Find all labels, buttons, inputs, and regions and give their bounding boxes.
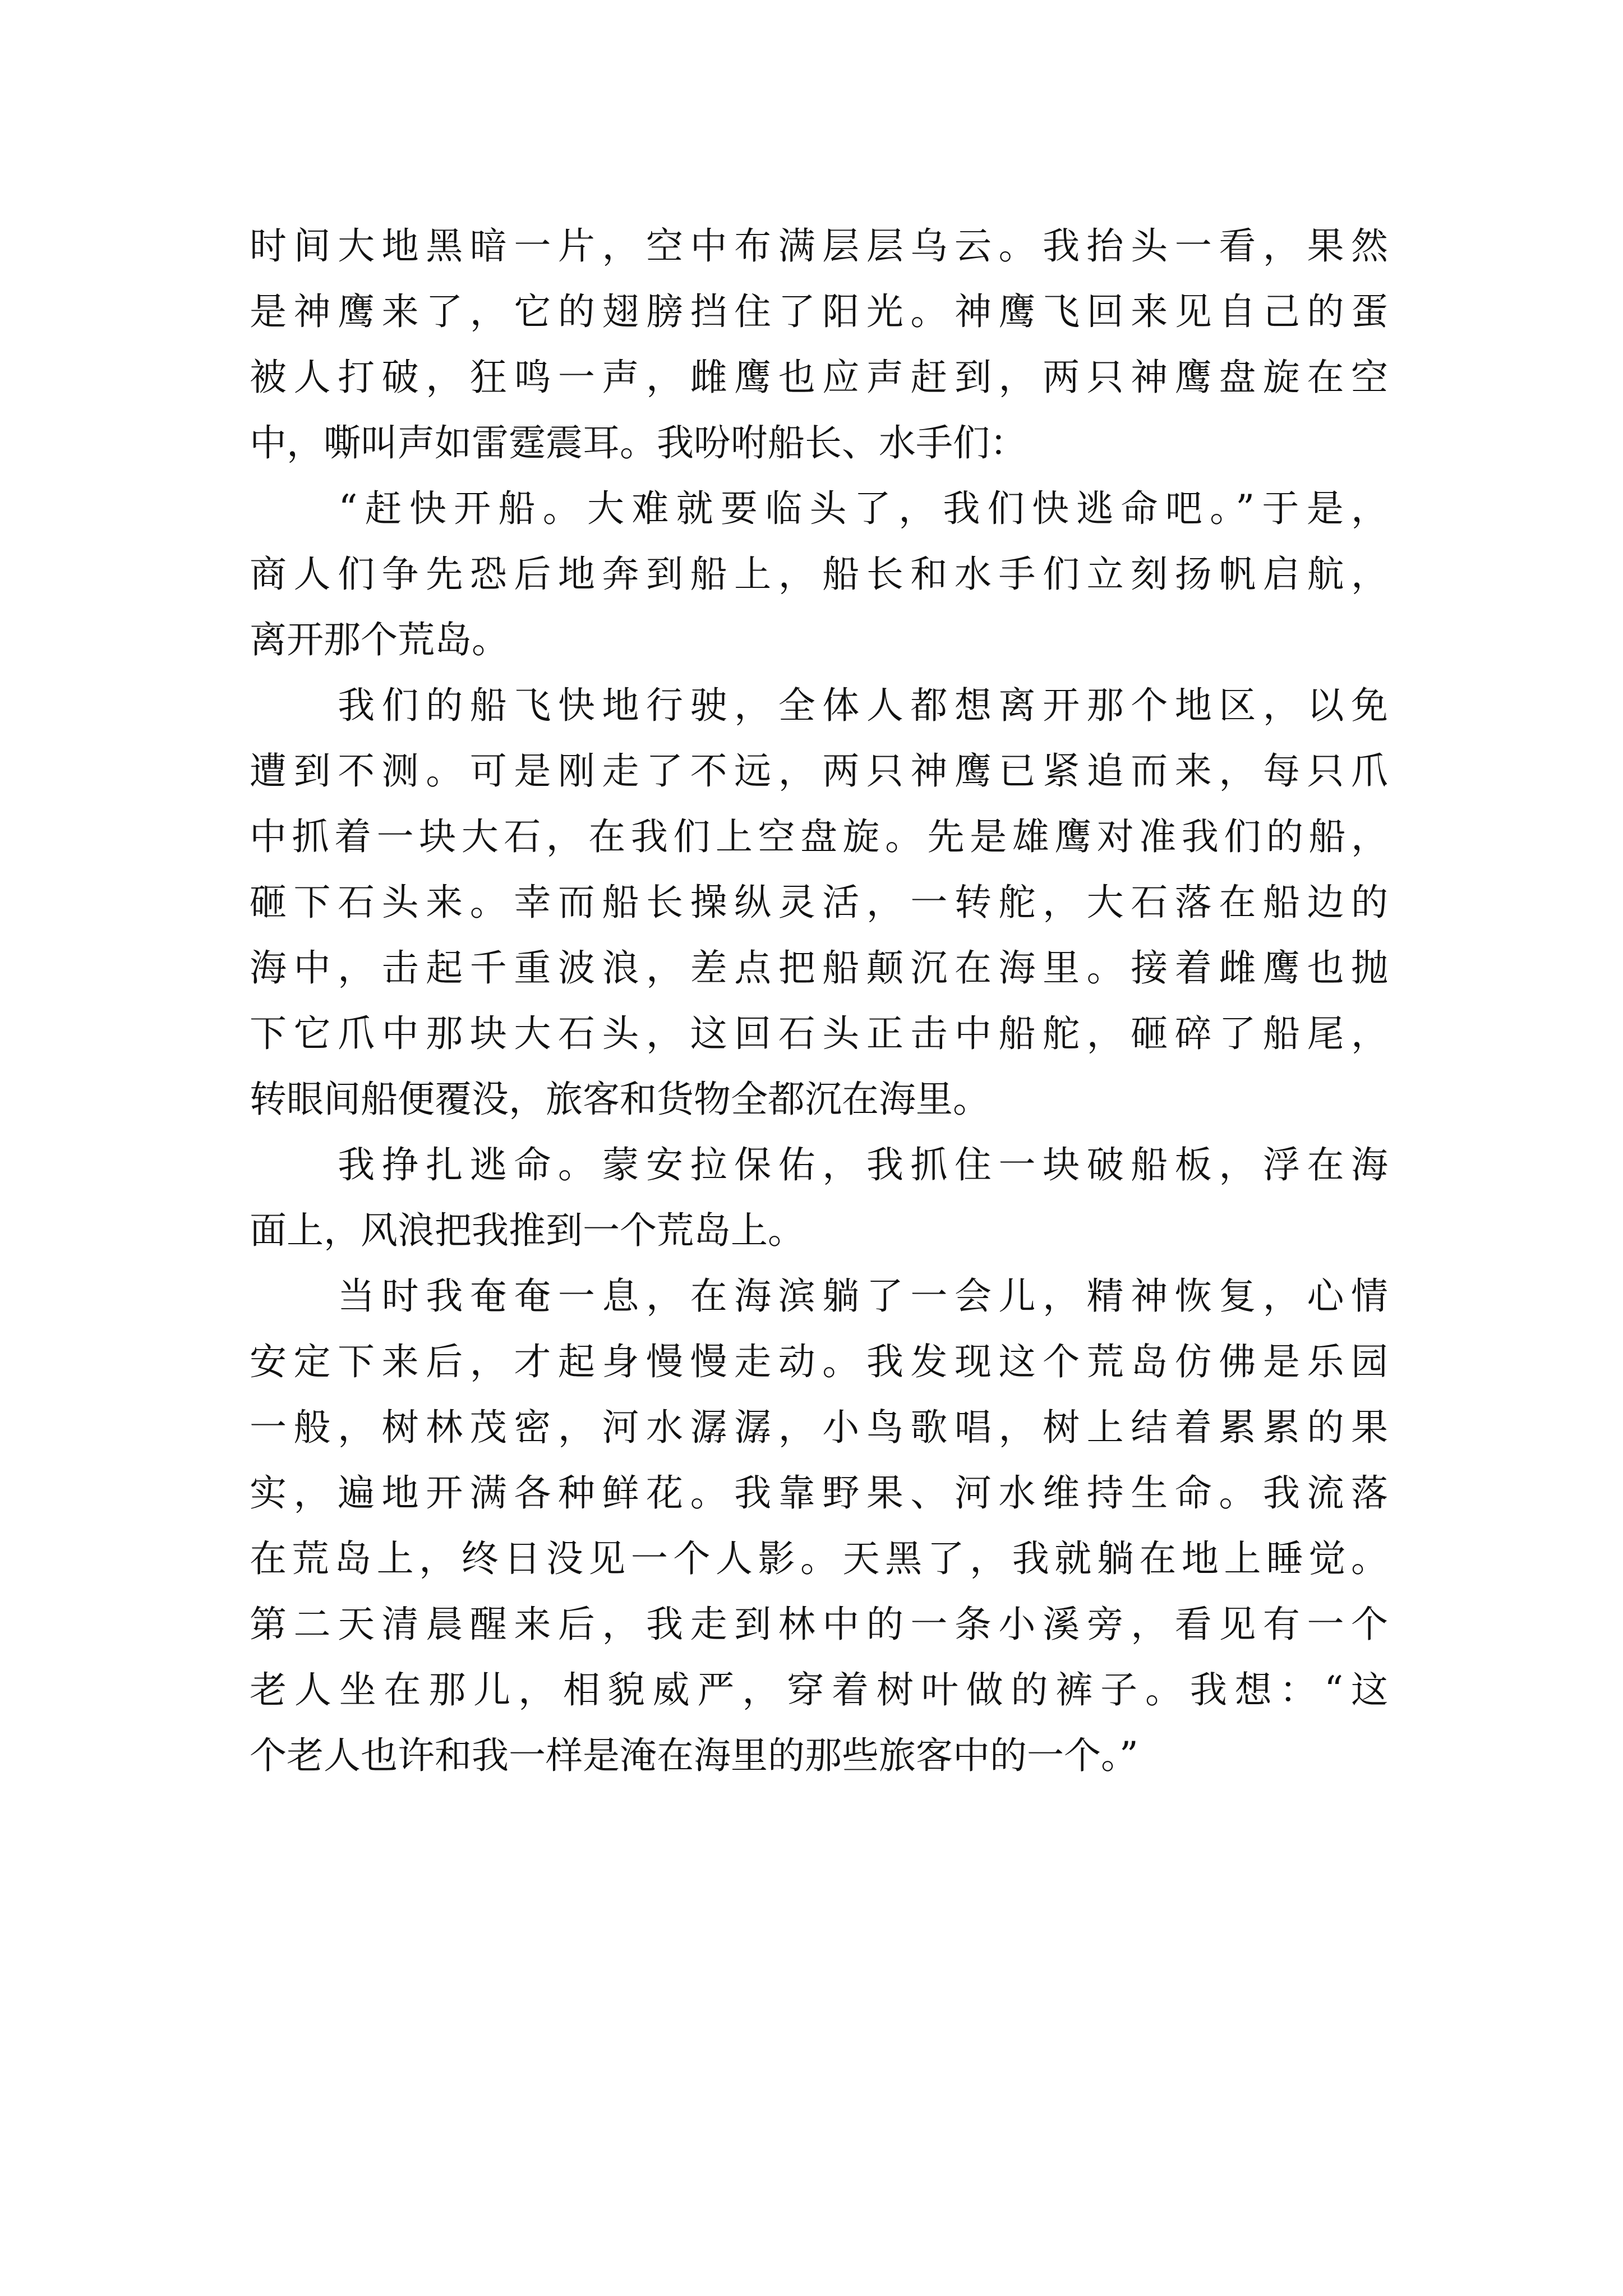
text-line: 个老人也许和我一样是淹在海里的那些旅客中的一个。” bbox=[250, 1734, 1138, 1777]
text-line: 中，嘶叫声如雷霆震耳。我吩咐船长、水手们： bbox=[250, 421, 1027, 464]
text-line: 是神鹰来了，它的翅膀挡住了阳光。神鹰飞回来见自己的蛋 bbox=[250, 290, 1388, 333]
text-line: 砸下石头来。幸而船长操纵灵活，一转舵，大石落在船边的 bbox=[250, 881, 1388, 924]
text-line: 转眼间船便覆没，旅客和货物全都沉在海里。 bbox=[250, 1078, 990, 1121]
text-line: 安定下来后，才起身慢慢走动。我发现这个荒岛仿佛是乐园 bbox=[250, 1340, 1388, 1383]
text-line: 遭到不测。可是刚走了不远，两只神鹰已紧追而来，每只爪 bbox=[250, 749, 1388, 793]
text-line: 被人打破，狂鸣一声，雌鹰也应声赶到，两只神鹰盘旋在空 bbox=[250, 356, 1388, 399]
text-line: 我们的船飞快地行驶，全体人都想离开那个地区，以免 bbox=[250, 684, 1388, 727]
text-line: 海中，击起千重波浪，差点把船颠沉在海里。接着雌鹰也抛 bbox=[250, 946, 1388, 990]
text-line: 离开那个荒岛。 bbox=[250, 618, 509, 661]
body-text bbox=[250, 213, 1388, 1788]
text-line: 老人坐在那儿，相貌威严，穿着树叶做的裤子。我想：“这 bbox=[250, 1668, 1388, 1711]
text-line: 在荒岛上，终日没见一个人影。天黑了，我就躺在地上睡觉。 bbox=[250, 1537, 1388, 1580]
text-line: 第二天清晨醒来后，我走到林中的一条小溪旁，看见有一个 bbox=[250, 1603, 1388, 1646]
text-line: 商人们争先恐后地奔到船上，船长和水手们立刻扬帆启航， bbox=[250, 553, 1388, 596]
text-line: 面上，风浪把我推到一个荒岛上。 bbox=[250, 1209, 805, 1252]
text-line: “赶快开船。大难就要临头了，我们快逃命吧。”于是， bbox=[250, 487, 1388, 530]
text-line: 当时我奄奄一息，在海滨躺了一会儿，精神恢复，心情 bbox=[250, 1274, 1388, 1318]
text-line: 实，遍地开满各种鲜花。我靠野果、河水维持生命。我流落 bbox=[250, 1471, 1388, 1515]
text-line: 我挣扎逃命。蒙安拉保佑，我抓住一块破船板，浮在海 bbox=[250, 1143, 1388, 1186]
text-line: 中抓着一块大石，在我们上空盘旋。先是雄鹰对准我们的船， bbox=[250, 815, 1388, 858]
text-line: 时间大地黑暗一片，空中布满层层乌云。我抬头一看，果然 bbox=[250, 224, 1388, 268]
text-line: 下它爪中那块大石头，这回石头正击中船舵，砸碎了船尾， bbox=[250, 1012, 1388, 1055]
text-line: 一般，树林茂密，河水潺潺，小鸟歌唱，树上结着累累的果 bbox=[250, 1406, 1388, 1449]
